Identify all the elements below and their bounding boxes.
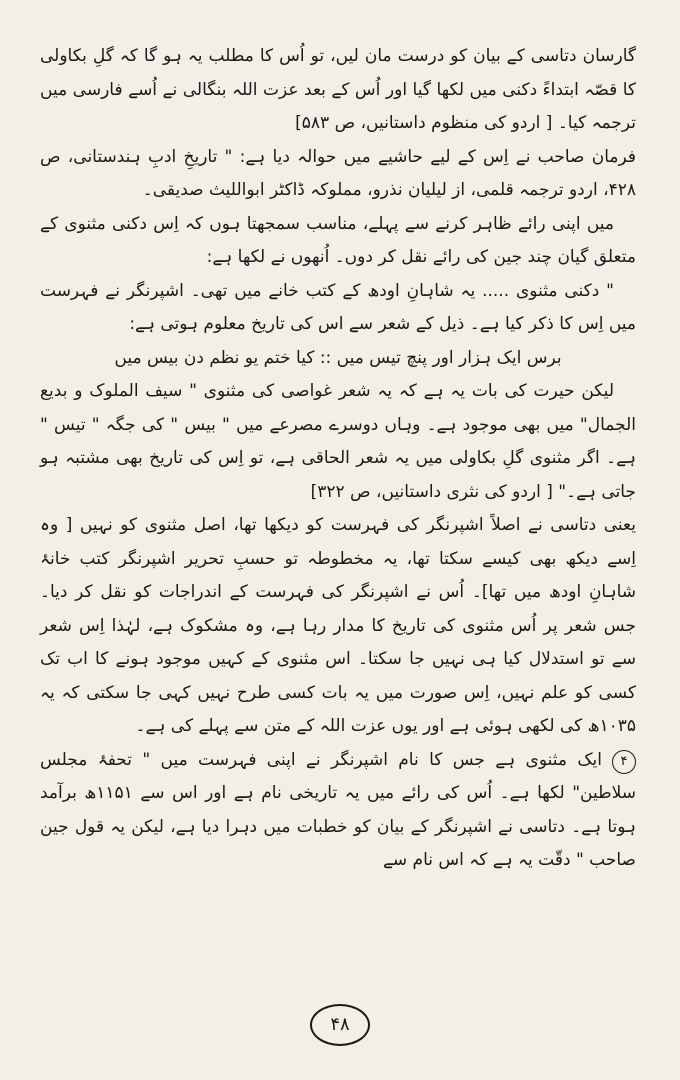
quoted-paragraph: " دکنی مثنوی ..... یہ شاہانِ اودھ کے کتب خانے میں تھی۔ اشپرنگر نے فہرست میں اِس کا ذکر کیا ہے۔ ذیل کے شعر سے اس کی تاریخ معلوم ہوتی ہے: xyxy=(40,280,636,334)
paragraph: یعنی دتاسی نے اصلاً اشپرنگر کی فہرست کو دیکھا تھا، اصل مثنوی کو نہیں [ وہ اِسے دیکھ بھی کیسے سکتا تھا، یہ مخطوطہ تو حسبِ تحریر اشپرنگر کتب خانۂ شاہانِ اودھ میں تھا]۔ اُس نے اشپرنگر کی فہرست کے اندراجات کو نقل کر دیا۔ جس شعر پر اُس مثنوی کی تاریخ کا مدار رہا ہے، وہ مشکوک ہے، لہٰذا اِس شعر سے تو استدلال کیا ہی نہیں جا سکتا۔ اس مثنوی کے کہیں موجود ہونے کا اب تک کسی کو علم نہیں، اِس صورت میں یہ بات کسی طرح نہیں کہی جا سکتی کہ یہ ۱۰۳۵ھ کی لکھی ہوئی ہے اور یوں عزت اللہ کے متن سے پہلے کی ہے۔ xyxy=(40,515,636,736)
numbered-paragraph-text: ایک مثنوی ہے جس کا نام اشپرنگر نے اپنی فہرست میں " تحفۂ مجلس سلاطین" لکھا ہے۔ اُس کی رائے میں یہ تاریخی نام ہے اور اس سے ۱۱۵۱ھ برآمد ہوتا ہے۔ دتاسی نے اشپرنگر کے بیان کو خطبات میں دہرا دیا ہے، لیکن یہ قول جین صاحب " دقّت یہ ہے کہ اس نام سے xyxy=(40,749,636,870)
poem-couplet: برس ایک ہزار اور پنچ تیس میں :: کیا ختم یو نظم دن بیس میں xyxy=(114,347,562,368)
numbered-paragraph xyxy=(40,744,636,878)
page-footer xyxy=(0,1004,680,1046)
page-number: ۴۸ xyxy=(310,1004,370,1046)
paragraph: میں اپنی رائے ظاہر کرنے سے پہلے، مناسب سمجھتا ہوں کہ اِس دکنی مثنوی کے متعلق گیان چند جین کی رائے نقل کر دوں۔ اُنھوں نے لکھا ہے: xyxy=(40,213,636,267)
item-number-badge: ۴ xyxy=(612,750,636,774)
page-text xyxy=(40,40,636,878)
paragraph: گارسان دتاسی کے بیان کو درست مان لیں، تو اُس کا مطلب یہ ہو گا کہ گلِ بکاولی کا قصّہ ابتداءً دکنی میں لکھا گیا اور اُس کے بعد عزت اللہ بنگالی نے اُسے فارسی میں ترجمہ کیا۔ [ اردو کی منظوم داستانیں، ص ۵۸۳] xyxy=(40,46,636,133)
quoted-paragraph: لیکن حیرت کی بات یہ ہے کہ یہ شعر غواصی کی مثنوی " سیف الملوک و بدیع الجمال" میں بھی موجود ہے۔ وہاں دوسرے مصرعے میں " بیس " کی جگہ " تیس " ہے۔ اگر مثنوی گلِ بکاولی میں یہ شعر الحاقی ہے، تو اِس کی تاریخ بھی مشتبہ ہو جاتی ہے۔" [ اردو کی نثری داستانیں، ص ۳۲۲] xyxy=(40,381,636,502)
paragraph: فرمان صاحب نے اِس کے لیے حاشیے میں حوالہ دیا ہے: " تاریخِ ادبِ ہندستانی، ص ۴۲۸، اردو ترجمہ قلمی، از لیلیان نذرو، مملوکہ ڈاکٹر ابواللیث صدیقی۔ xyxy=(40,146,636,200)
